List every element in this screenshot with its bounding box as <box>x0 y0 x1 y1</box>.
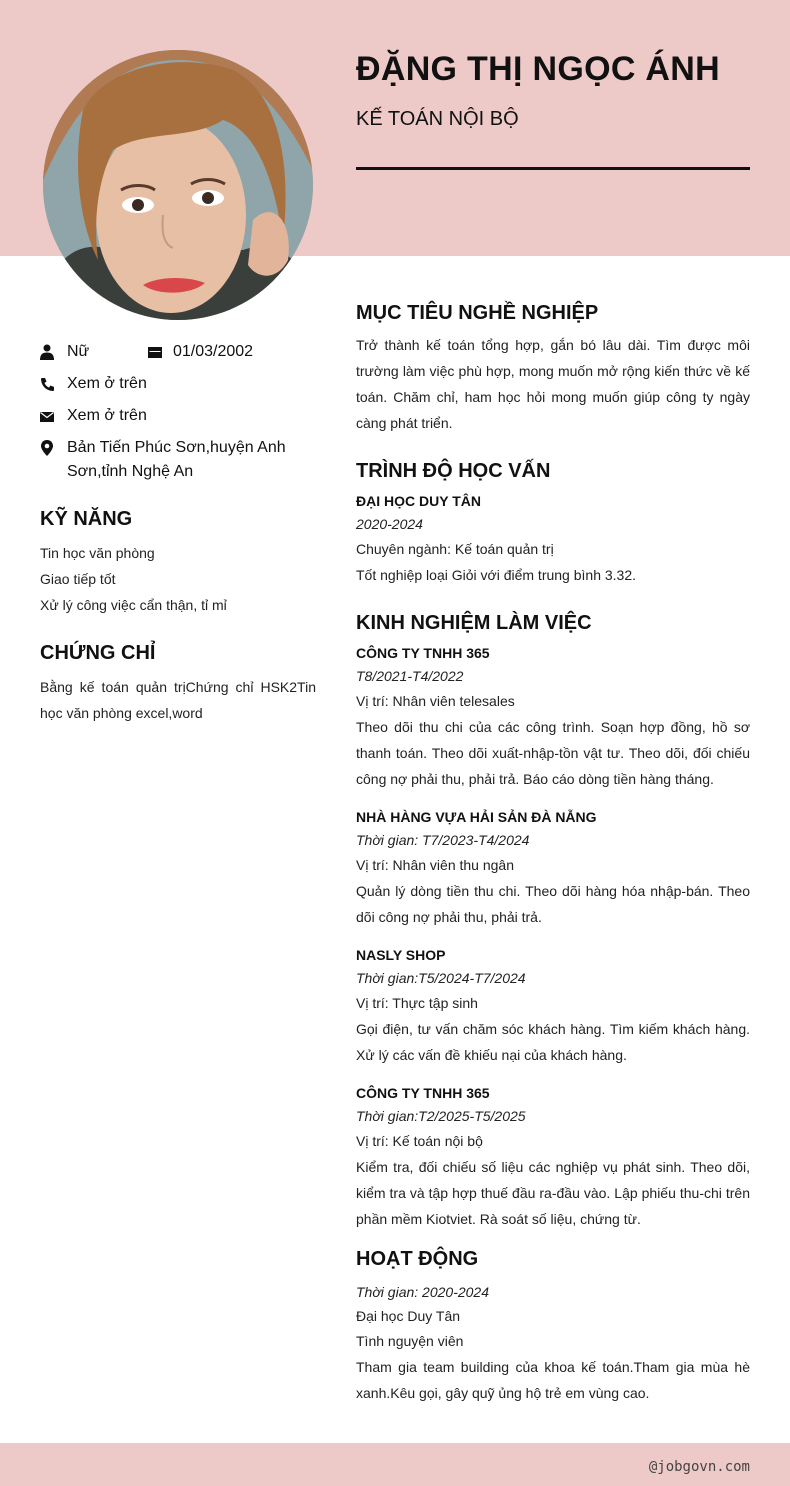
education-title: TRÌNH ĐỘ HỌC VẤN <box>356 460 551 482</box>
left-column <box>40 340 316 726</box>
birthdate-value: 01/03/2002 <box>173 343 254 360</box>
activities-title: HOẠT ĐỘNG <box>356 1248 479 1270</box>
skills-list <box>40 540 316 618</box>
mail-icon <box>40 404 54 428</box>
activities-organization: Đại học Duy Tân <box>356 1308 461 1324</box>
experience-position: Vị trí: Nhân viên thu ngân <box>356 857 514 873</box>
experience-company: NASLY SHOP <box>356 947 446 963</box>
objective-section <box>356 300 750 436</box>
experience-description: Quản lý dòng tiền thu chi. Theo dõi hàng hóa nhập-bán. Theo dõi công nợ phải thu, phải trả. <box>356 883 750 925</box>
gender-value: Nữ <box>67 343 90 360</box>
experience-period: T8/2021-T4/2022 <box>356 668 464 684</box>
education-section <box>356 458 750 588</box>
address-value: Bản Tiến Phúc Sơn,huyện Anh Sơn,tỉnh Nghệ An <box>67 439 286 480</box>
activities-section <box>356 1246 750 1406</box>
email-value: Xem ở trên <box>67 407 147 424</box>
personal-info-row <box>40 340 316 364</box>
birthdate-item <box>148 340 253 364</box>
location-pin-icon <box>40 436 54 460</box>
calendar-icon <box>148 340 162 364</box>
experience-section <box>356 610 750 1232</box>
candidate-name: ĐẶNG THỊ NGỌC ÁNH <box>356 50 720 88</box>
skill-item: Giao tiếp tốt <box>40 571 116 587</box>
experience-entry <box>356 806 750 930</box>
experience-period: Thời gian:T2/2025-T5/2025 <box>356 1108 526 1124</box>
experience-description: Gọi điện, tư vấn chăm sóc khách hàng. Tìm kiếm khách hàng. Xử lý các vấn đề khiếu nại của khách hàng. <box>356 1021 750 1063</box>
experience-position: Vị trí: Kế toán nội bộ <box>356 1133 483 1149</box>
skills-title: KỸ NĂNG <box>40 508 133 530</box>
profile-photo-illustration <box>43 50 313 320</box>
education-period: 2020-2024 <box>356 516 423 532</box>
experience-title: KINH NGHIỆM LÀM VIỆC <box>356 612 592 634</box>
experience-description: Kiểm tra, đối chiếu số liệu các nghiệp vụ phát sinh. Theo dõi, kiểm tra và tập hợp thuế đầu ra-đầu vào. Lập phiếu thu-chi trên phần mềm Kiotviet. Rà soát số liệu, chứng từ. <box>356 1159 750 1227</box>
experience-company: CÔNG TY TNHH 365 <box>356 1085 490 1101</box>
experience-period: Thời gian:T5/2024-T7/2024 <box>356 970 526 986</box>
footer-watermark: @jobgovn.com <box>648 1459 750 1475</box>
skill-item: Xử lý công việc cẩn thận, tỉ mỉ <box>40 597 227 613</box>
profile-photo <box>43 50 313 320</box>
education-result: Tốt nghiệp loại Giỏi với điểm trung bình 3.32. <box>356 567 637 583</box>
activities-description: Tham gia team building của khoa kế toán.Tham gia mùa hè xanh.Kêu gọi, gây quỹ ủng hộ trẻ em vùng cao. <box>356 1359 750 1401</box>
header-divider <box>356 167 750 170</box>
education-major: Chuyên ngành: Kế toán quản trị <box>356 541 554 557</box>
objective-text: Trở thành kế toán tổng hợp, gắn bó lâu dài. Tìm được môi trường làm việc phù hợp, mong muốn mở rộng kiến thức về kế toán. Chăm chỉ, ham học hỏi mong muốn giúp công ty ngày càng phát triển. <box>356 337 750 431</box>
certificates-title: CHỨNG CHỈ <box>40 642 156 664</box>
gender-item <box>40 340 148 364</box>
activities-role: Tình nguyện viên <box>356 1333 464 1349</box>
experience-entry <box>356 1082 750 1232</box>
activities-period: Thời gian: 2020-2024 <box>356 1284 489 1300</box>
phone-value: Xem ở trên <box>67 375 147 392</box>
education-school: ĐẠI HỌC DUY TÂN <box>356 493 481 509</box>
address-item <box>40 436 316 484</box>
experience-position: Vị trí: Thực tập sinh <box>356 995 478 1011</box>
skill-item: Tin học văn phòng <box>40 545 155 561</box>
experience-entry <box>356 944 750 1068</box>
email-item <box>40 404 316 428</box>
experience-period: Thời gian: T7/2023-T4/2024 <box>356 832 530 848</box>
experience-company: NHÀ HÀNG VỰA HẢI SẢN ĐÀ NẴNG <box>356 809 597 825</box>
phone-icon <box>40 372 54 396</box>
person-icon <box>40 340 54 364</box>
right-column <box>356 300 750 1428</box>
experience-entry <box>356 642 750 792</box>
experience-description: Theo dõi thu chi của các công trình. Soạn hợp đồng, hồ sơ thanh toán. Theo dõi xuất-nhập-tồn vật tư. Theo dõi, đối chiếu công nợ phải thu, phải trả. Báo cáo dòng tiền hàng tháng. <box>356 719 750 787</box>
certificates-text: Bằng kế toán quản trịChứng chỉ HSK2Tin học văn phòng excel,word <box>40 679 316 721</box>
experience-company: CÔNG TY TNHH 365 <box>356 645 490 661</box>
objective-title: MỤC TIÊU NGHỀ NGHIỆP <box>356 302 599 324</box>
phone-item <box>40 372 316 396</box>
experience-position: Vị trí: Nhân viên telesales <box>356 693 515 709</box>
candidate-job-title: KẾ TOÁN NỘI BỘ <box>356 108 519 130</box>
